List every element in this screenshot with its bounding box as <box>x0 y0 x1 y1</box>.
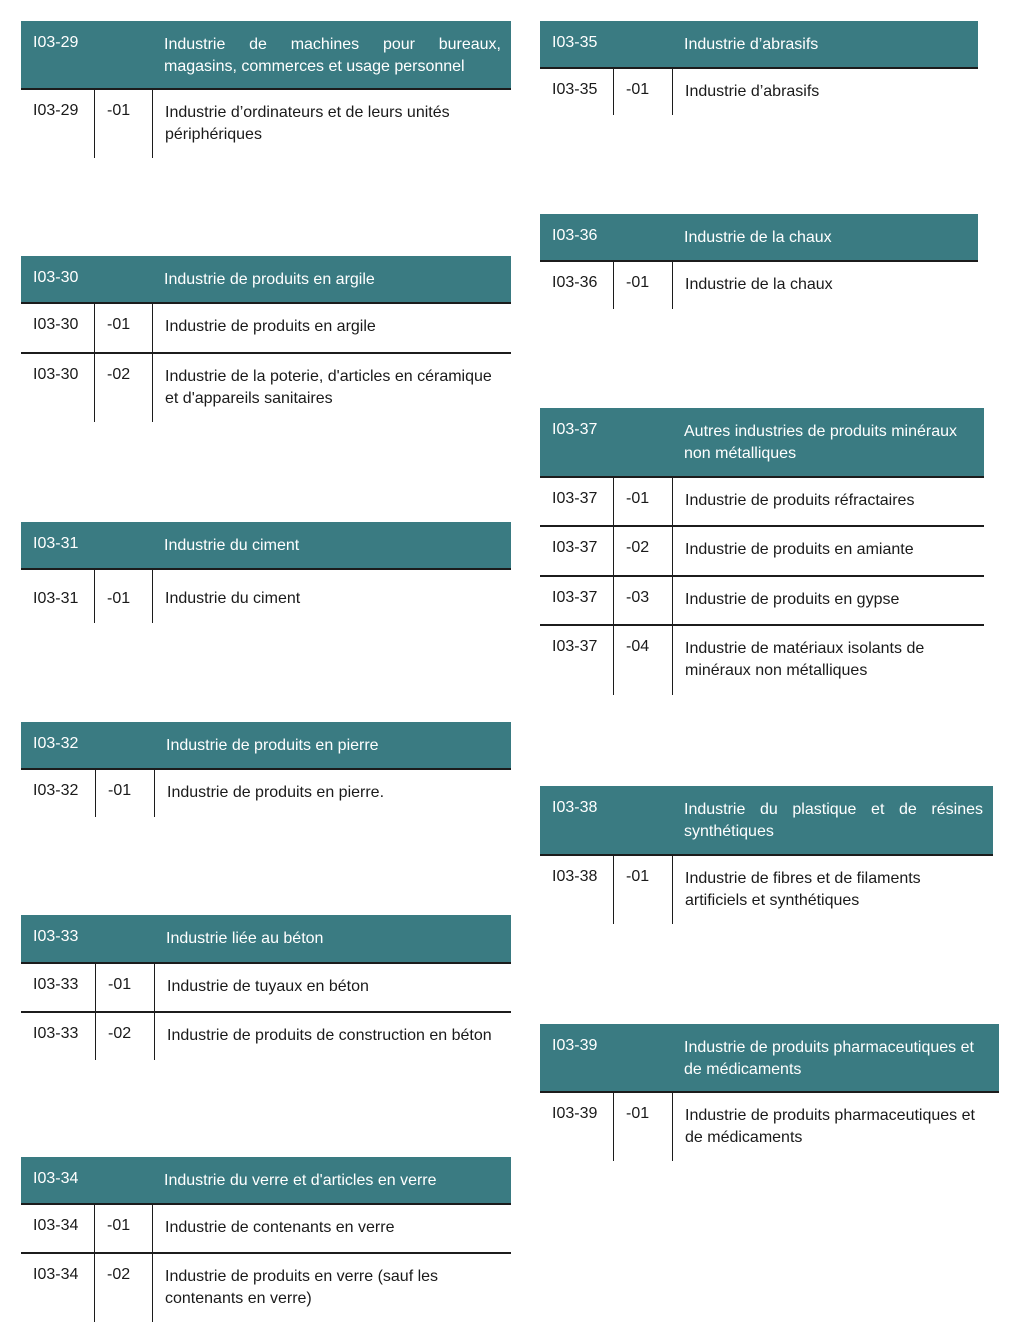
table-i03-38 <box>540 786 993 924</box>
row-code: I03-37 <box>552 638 598 655</box>
group-code: I03-33 <box>33 928 79 945</box>
table-row <box>540 1093 999 1161</box>
group-title: Industrie du plastique et de résines synthétiques <box>684 801 983 840</box>
table-header <box>21 21 511 90</box>
row-description: Industrie de fibres et de filaments artificiels et synthétiques <box>672 856 978 924</box>
row-code: I03-31 <box>33 590 79 607</box>
row-description: Industrie du ciment <box>152 570 511 623</box>
row-description: Industrie de produits en amiante <box>672 527 984 575</box>
row-description: Industrie de produits réfractaires <box>672 478 984 525</box>
group-title: Industrie de machines pour bureaux, magasins, commerces et usage personnel <box>164 36 501 75</box>
table-row <box>540 262 978 309</box>
row-description: Industrie de contenants en verre <box>152 1205 511 1252</box>
row-description: Industrie de produits en pierre. <box>154 770 511 817</box>
table-header <box>540 214 978 262</box>
group-code: I03-38 <box>552 799 598 816</box>
table-i03-34 <box>21 1157 511 1322</box>
table-i03-29 <box>21 21 511 158</box>
row-subcode: -01 <box>95 964 154 1011</box>
table-row <box>540 626 984 695</box>
row-subcode: -01 <box>613 478 672 525</box>
table-row <box>21 354 511 422</box>
table-header <box>540 786 993 856</box>
row-code: I03-30 <box>33 366 79 383</box>
group-code: I03-32 <box>33 735 79 752</box>
row-description: Industrie de la poterie, d'articles en céramique et d'appareils sanitaires <box>152 354 511 422</box>
group-code: I03-29 <box>33 34 79 51</box>
group-title: Industrie d’abrasifs <box>684 36 819 53</box>
row-subcode: -02 <box>94 1254 152 1322</box>
group-title: Industrie liée au béton <box>166 930 324 947</box>
group-title: Autres industries de produits minéraux non métalliques <box>684 423 958 462</box>
row-code: I03-35 <box>552 81 598 98</box>
table-i03-31 <box>21 522 511 623</box>
row-description: Industrie de produits en argile <box>152 304 511 352</box>
row-description: Industrie d’ordinateurs et de leurs unités périphériques <box>152 90 511 158</box>
row-description: Industrie de produits pharmaceutiques et de médicaments <box>672 1093 999 1161</box>
row-subcode: -01 <box>94 304 152 352</box>
group-title: Industrie du verre et d'articles en verre <box>164 1172 437 1189</box>
row-code: I03-32 <box>33 782 79 799</box>
row-code: I03-34 <box>33 1217 79 1234</box>
table-row <box>21 304 511 354</box>
table-row <box>21 90 511 158</box>
group-title: Industrie du ciment <box>164 537 300 554</box>
row-description: Industrie d’abrasifs <box>672 69 978 115</box>
table-header <box>540 1024 999 1093</box>
table-row <box>21 770 511 817</box>
table-row <box>540 577 984 626</box>
row-code: I03-38 <box>552 868 598 885</box>
group-code: I03-34 <box>33 1170 79 1187</box>
group-code: I03-39 <box>552 1037 598 1054</box>
row-code: I03-29 <box>33 102 79 119</box>
table-header <box>21 915 511 964</box>
table-i03-37 <box>540 408 984 695</box>
table-row <box>21 1205 511 1254</box>
table-i03-36 <box>540 214 978 309</box>
row-code: I03-30 <box>33 316 79 333</box>
row-description: Industrie de la chaux <box>672 262 978 309</box>
row-subcode: -02 <box>613 527 672 575</box>
row-code: I03-36 <box>552 274 598 291</box>
row-description: Industrie de matériaux isolants de minéraux non métalliques <box>672 626 984 695</box>
row-subcode: -02 <box>95 1013 154 1060</box>
group-title: Industrie de produits en argile <box>164 271 375 288</box>
table-i03-39 <box>540 1024 999 1161</box>
table-row <box>21 964 511 1013</box>
row-code: I03-37 <box>552 490 598 507</box>
group-title: Industrie de produits en pierre <box>166 737 379 754</box>
table-header <box>21 1157 511 1205</box>
row-subcode: -01 <box>94 570 152 623</box>
row-subcode: -01 <box>613 262 672 309</box>
table-header <box>540 21 978 69</box>
table-header <box>21 256 511 304</box>
table-i03-35 <box>540 21 978 115</box>
row-description: Industrie de tuyaux en béton <box>154 964 511 1011</box>
table-i03-30 <box>21 256 511 422</box>
table-row <box>540 856 993 924</box>
row-subcode: -03 <box>613 577 672 624</box>
table-row <box>540 69 978 115</box>
group-title: Industrie de produits pharmaceutiques et de médicaments <box>684 1039 974 1078</box>
group-code: I03-35 <box>552 34 598 51</box>
row-description: Industrie de produits en verre (sauf les contenants en verre) <box>152 1254 511 1322</box>
table-row <box>21 570 511 623</box>
row-code: I03-39 <box>552 1105 598 1122</box>
row-subcode: -01 <box>94 90 152 158</box>
table-header <box>540 408 984 478</box>
row-subcode: -01 <box>95 770 154 817</box>
table-header <box>21 722 511 770</box>
row-subcode: -02 <box>94 354 152 422</box>
table-header <box>21 522 511 570</box>
row-code: I03-33 <box>33 976 79 993</box>
group-title: Industrie de la chaux <box>684 229 832 246</box>
row-subcode: -01 <box>94 1205 152 1252</box>
table-row <box>21 1013 511 1060</box>
group-code: I03-37 <box>552 421 598 438</box>
table-row <box>540 478 984 527</box>
table-i03-32 <box>21 722 511 817</box>
table-row <box>540 527 984 577</box>
row-description: Industrie de produits de construction en béton <box>154 1013 511 1060</box>
group-code: I03-36 <box>552 227 598 244</box>
row-subcode: -01 <box>613 856 672 924</box>
row-code: I03-33 <box>33 1025 79 1042</box>
row-code: I03-37 <box>552 539 598 556</box>
table-i03-33 <box>21 915 511 1060</box>
row-code: I03-34 <box>33 1266 79 1283</box>
group-code: I03-31 <box>33 535 79 552</box>
row-subcode: -01 <box>613 69 672 115</box>
row-subcode: -01 <box>613 1093 672 1161</box>
row-description: Industrie de produits en gypse <box>672 577 984 624</box>
table-row <box>21 1254 511 1322</box>
row-subcode: -04 <box>613 626 672 695</box>
row-code: I03-37 <box>552 589 598 606</box>
group-code: I03-30 <box>33 269 79 286</box>
